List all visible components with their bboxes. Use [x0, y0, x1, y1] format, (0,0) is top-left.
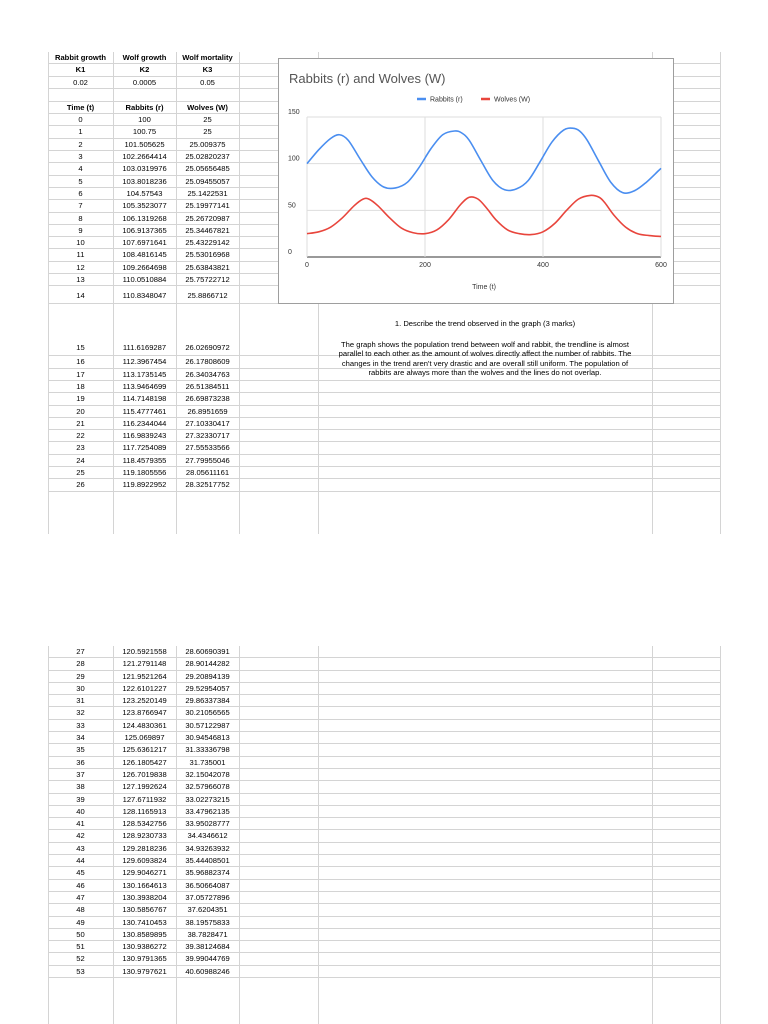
table-row — [48, 757, 720, 769]
chart-plot — [279, 59, 673, 303]
table-row — [48, 720, 720, 732]
table-cell: 38 — [76, 782, 85, 792]
table-cell: 115.4777461 — [122, 406, 167, 416]
table-cell: 40.60988246 — [185, 966, 230, 976]
table-cell: 27.10330417 — [185, 418, 230, 428]
param-cell: 0.05 — [200, 77, 215, 87]
table-cell: 40 — [76, 806, 85, 816]
table-cell: 26.34034763 — [185, 369, 230, 379]
table-cell: 6 — [78, 188, 83, 198]
table-cell: 25.34467821 — [185, 225, 230, 235]
table-cell: 43 — [76, 843, 85, 853]
table-cell: 25.009375 — [189, 139, 226, 149]
data-rows-page-2 — [48, 646, 720, 978]
table-row — [48, 781, 720, 793]
table-cell: 28 — [76, 659, 85, 669]
table-cell: 123.2520149 — [122, 696, 167, 706]
table-cell: 28.05611161 — [185, 468, 230, 478]
table-cell: 26.51384511 — [185, 381, 230, 391]
table-cell: 130.7410453 — [122, 917, 167, 927]
table-row — [48, 671, 720, 683]
table-cell: 110.0510884 — [122, 275, 167, 285]
table-cell: 102.2664414 — [122, 152, 167, 162]
table-cell: 38.7828471 — [187, 929, 228, 939]
table-cell: 8 — [78, 213, 83, 223]
table-cell: 25.43229142 — [185, 238, 230, 248]
table-row — [48, 917, 720, 929]
table-cell: 25.75722712 — [185, 275, 230, 285]
gridline — [113, 646, 114, 1024]
table-cell: 26.8951659 — [187, 406, 228, 416]
table-cell: 103.0319976 — [122, 164, 167, 174]
table-cell: 37.6204351 — [187, 905, 228, 915]
table-cell: 27.32330717 — [185, 431, 230, 441]
table-cell: 117.7254089 — [122, 443, 167, 453]
table-cell: 130.8589895 — [122, 929, 167, 939]
table-cell: 26.17808609 — [185, 357, 230, 367]
table-cell: 130.9791365 — [122, 954, 167, 964]
table-row — [48, 658, 720, 670]
table-cell: 28.90144282 — [185, 659, 230, 669]
x-tick-label: 0 — [305, 262, 309, 269]
table-cell: 106.9137365 — [122, 225, 167, 235]
legend-label: Rabbits (r) — [430, 96, 463, 104]
table-cell: 108.4816145 — [122, 250, 167, 260]
table-cell: 125.6361217 — [122, 745, 167, 755]
param-cell: K2 — [139, 65, 150, 75]
table-cell: 20 — [76, 406, 85, 416]
x-tick-label: 200 — [419, 262, 431, 269]
table-cell: 4 — [78, 164, 83, 174]
table-cell: 121.2791148 — [122, 659, 167, 669]
table-cell: 120.5921558 — [122, 647, 167, 656]
table-cell: 26 — [76, 480, 85, 490]
param-cell: K1 — [75, 65, 86, 75]
table-cell: 33.02273215 — [185, 794, 230, 804]
y-tick-label: 0 — [288, 249, 292, 256]
table-row — [48, 418, 720, 430]
table-cell: 53 — [76, 966, 85, 976]
table-cell: 28.32517752 — [185, 480, 230, 490]
param-cell: 0.02 — [73, 77, 88, 87]
table-cell: 25.26720987 — [185, 213, 230, 223]
answer-line: parallel to each other as the amount of wolves directly affect the number of rabbits. The — [338, 349, 632, 359]
table-cell: 38.19575833 — [185, 917, 230, 927]
table-cell: 125.069897 — [124, 733, 165, 743]
table-cell: 34 — [76, 733, 85, 743]
gridline — [239, 52, 240, 534]
table-cell: 7 — [78, 201, 83, 211]
table-row — [48, 393, 720, 405]
table-cell: 27 — [76, 647, 85, 656]
table-row — [48, 830, 720, 842]
y-tick-label: 50 — [288, 202, 296, 210]
table-cell: 127.1992624 — [122, 782, 167, 792]
table-cell: 100 — [138, 115, 151, 125]
table-cell: 41 — [76, 819, 85, 829]
table-cell: 30.21056565 — [185, 708, 230, 718]
table-cell: 16 — [76, 357, 85, 367]
table-cell: 45 — [76, 868, 85, 878]
table-cell: 9 — [78, 225, 83, 235]
param-cell: Wolf growth — [122, 53, 167, 62]
table-cell: 37 — [76, 769, 85, 779]
table-cell: 29.86337384 — [185, 696, 230, 706]
table-cell: 121.9521264 — [122, 671, 167, 681]
table-cell: 32.15042078 — [185, 769, 230, 779]
table-cell: 35.44408501 — [185, 856, 230, 866]
table-cell: 129.6093824 — [122, 856, 167, 866]
population-chart — [278, 58, 674, 304]
answer-line: The graph shows the population trend between wolf and rabbit, the trendline is almost — [341, 340, 629, 349]
table-cell: 31 — [76, 696, 85, 706]
table-cell: 51 — [76, 942, 85, 952]
answer-line: rabbits are always more than the wolves and the lines do not overlap. — [368, 368, 602, 378]
table-cell: 1 — [78, 127, 83, 137]
table-row — [48, 880, 720, 892]
table-cell: 124.4830361 — [122, 720, 167, 730]
table-cell: 44 — [76, 856, 85, 866]
table-cell: 18 — [76, 381, 85, 391]
table-row — [48, 966, 720, 978]
table-row — [48, 794, 720, 806]
table-row — [48, 695, 720, 707]
table-cell: 52 — [76, 954, 85, 964]
table-cell: 29.20894139 — [185, 671, 230, 681]
table-row — [48, 467, 720, 479]
gridline — [48, 52, 49, 534]
table-row — [48, 479, 720, 491]
table-cell: 39.38124684 — [185, 942, 230, 952]
table-cell: 12 — [76, 262, 85, 272]
legend-label: Wolves (W) — [494, 96, 531, 104]
x-tick-label: 600 — [655, 262, 667, 269]
table-cell: 24 — [76, 455, 85, 465]
table-cell: 130.3938204 — [122, 892, 167, 902]
gridline — [720, 646, 721, 1024]
table-row — [48, 953, 720, 965]
table-cell: 13 — [76, 275, 85, 285]
table-cell: 122.6101227 — [122, 683, 167, 693]
table-cell: 107.6971641 — [122, 238, 167, 248]
table-cell: 25.09455057 — [185, 176, 230, 186]
gridline — [176, 52, 177, 534]
table-cell: 112.3967454 — [122, 357, 167, 367]
table-cell: 129.9046271 — [122, 868, 167, 878]
table-cell: 23 — [76, 443, 85, 453]
table-cell: 27.55533566 — [185, 443, 230, 453]
table-cell: 28.60690391 — [185, 647, 230, 656]
answer-text — [300, 340, 670, 378]
table-cell: 35.96882374 — [185, 868, 230, 878]
gridline — [720, 52, 721, 534]
param-cell: 0.0005 — [132, 77, 157, 87]
table-cell: 128.1165913 — [122, 806, 167, 816]
table-cell: 33 — [76, 720, 85, 730]
table-cell: 25 — [203, 115, 212, 125]
table-cell: 119.8922952 — [122, 480, 167, 490]
table-cell: 119.1805556 — [122, 468, 167, 478]
table-row — [48, 406, 720, 418]
table-row — [48, 806, 720, 818]
table-row — [48, 683, 720, 695]
table-cell: 2 — [78, 139, 83, 149]
table-cell: 30.57122987 — [185, 720, 230, 730]
table-cell: 48 — [76, 905, 85, 915]
table-cell: 10 — [76, 238, 85, 248]
gridline — [652, 646, 653, 1024]
table-row — [48, 442, 720, 454]
table-cell: 110.8348047 — [122, 291, 167, 301]
header-wolves: Wolves (W) — [187, 102, 228, 112]
gridline — [176, 646, 177, 1024]
table-cell: 26.02690972 — [185, 343, 230, 353]
table-cell: 50 — [76, 929, 85, 939]
header-time: Time (t) — [66, 102, 95, 112]
gridline — [113, 52, 114, 534]
table-cell: 33.47962135 — [185, 806, 230, 816]
param-cell: Rabbit growth — [54, 53, 107, 62]
table-row — [48, 707, 720, 719]
table-cell: 116.9839243 — [122, 431, 167, 441]
table-cell: 30.94546813 — [185, 733, 230, 743]
spreadsheet-page-2 — [48, 646, 720, 978]
table-cell: 36.50664087 — [185, 880, 230, 890]
question-text: 1. Describe the trend observed in the graph (3 marks) — [394, 319, 576, 328]
table-cell: 21 — [76, 418, 85, 428]
table-cell: 29 — [76, 671, 85, 681]
table-cell: 25.8866712 — [187, 291, 228, 301]
table-cell: 25.05656485 — [185, 164, 230, 174]
table-cell: 106.1319268 — [122, 213, 167, 223]
table-cell: 101.505625 — [124, 139, 165, 149]
table-cell: 3 — [78, 152, 83, 162]
table-cell: 27.79955046 — [185, 455, 230, 465]
table-cell: 100.75 — [132, 127, 157, 137]
table-cell: 29.52954057 — [185, 683, 230, 693]
table-cell: 33.95028777 — [185, 819, 230, 829]
table-row — [48, 430, 720, 442]
table-cell: 126.1805427 — [122, 757, 167, 767]
table-row — [48, 941, 720, 953]
table-row — [48, 855, 720, 867]
table-cell: 114.7148198 — [122, 394, 167, 404]
gridline — [318, 646, 319, 1024]
param-cell: Wolf mortality — [182, 53, 233, 62]
table-cell: 37.05727896 — [185, 892, 230, 902]
table-cell: 32 — [76, 708, 85, 718]
table-cell: 11 — [76, 250, 85, 260]
table-cell: 30 — [76, 683, 85, 693]
table-cell: 105.3523077 — [122, 201, 167, 211]
y-tick-label: 100 — [288, 155, 300, 163]
table-row — [48, 646, 720, 658]
table-cell: 25 — [76, 468, 85, 478]
table-cell: 126.7019838 — [122, 769, 167, 779]
table-cell: 34.93263932 — [185, 843, 230, 853]
table-cell: 128.9230733 — [122, 831, 167, 841]
table-row — [48, 892, 720, 904]
table-cell: 5 — [78, 176, 83, 186]
table-cell: 130.9386272 — [122, 942, 167, 952]
table-row — [48, 818, 720, 830]
table-cell: 0 — [78, 115, 83, 125]
table-cell: 15 — [76, 343, 85, 353]
table-row — [48, 381, 720, 393]
table-cell: 42 — [76, 831, 85, 841]
table-row — [48, 843, 720, 855]
table-cell: 113.9464699 — [122, 381, 167, 391]
table-cell: 32.57966078 — [185, 782, 230, 792]
gridline — [48, 646, 49, 1024]
table-cell: 116.2344044 — [122, 418, 167, 428]
table-cell: 129.2818236 — [122, 843, 167, 853]
table-cell: 109.2664698 — [122, 262, 167, 272]
table-cell: 26.69873238 — [185, 394, 230, 404]
table-cell: 25.19977141 — [185, 201, 230, 211]
table-cell: 25.63843821 — [185, 262, 230, 272]
chart-title: Rabbits (r) and Wolves (W) — [289, 71, 446, 86]
gridline — [239, 646, 240, 1024]
table-cell: 111.6169287 — [122, 343, 167, 353]
table-cell: 46 — [76, 880, 85, 890]
answer-line: changes in the trend aren't very drastic and are overall still uniform. The population of — [341, 358, 629, 368]
table-cell: 25.53016968 — [185, 250, 230, 260]
table-cell: 25.02820237 — [185, 152, 230, 162]
x-axis-label: Time (t) — [472, 284, 496, 291]
table-cell: 103.8018236 — [122, 176, 167, 186]
table-row — [48, 867, 720, 879]
table-cell: 130.1664613 — [122, 880, 167, 890]
table-cell: 123.8766947 — [122, 708, 167, 718]
table-cell: 17 — [76, 369, 85, 379]
table-cell: 128.5342756 — [122, 819, 167, 829]
table-cell: 19 — [76, 394, 85, 404]
table-cell: 127.6711932 — [122, 794, 167, 804]
param-cell: K3 — [202, 65, 213, 75]
table-cell: 113.1735145 — [122, 369, 167, 379]
wolves-series-line — [307, 195, 661, 236]
rabbits-series-line — [307, 128, 661, 193]
table-cell: 25 — [203, 127, 212, 137]
table-cell: 104.57543 — [126, 188, 163, 198]
y-tick-label: 150 — [288, 109, 300, 116]
table-cell: 47 — [76, 892, 85, 902]
table-row — [48, 455, 720, 467]
table-cell: 34.4346612 — [187, 831, 228, 841]
table-cell: 25.1422531 — [187, 188, 228, 198]
table-row — [48, 904, 720, 916]
table-row — [48, 769, 720, 781]
table-cell: 39.99044769 — [185, 954, 230, 964]
table-cell: 35 — [76, 745, 85, 755]
table-cell: 36 — [76, 757, 85, 767]
table-cell: 22 — [76, 431, 85, 441]
table-cell: 31.33336798 — [185, 745, 230, 755]
table-row — [48, 732, 720, 744]
table-cell: 31.735001 — [189, 757, 226, 767]
x-tick-label: 400 — [537, 262, 549, 269]
table-cell: 49 — [76, 917, 85, 927]
table-cell: 130.9797621 — [122, 966, 167, 976]
table-row — [48, 929, 720, 941]
table-cell: 130.5856767 — [122, 905, 167, 915]
table-cell: 14 — [76, 291, 85, 301]
header-rabbits: Rabbits (r) — [125, 102, 164, 112]
table-cell: 39 — [76, 794, 85, 804]
table-cell: 118.4579355 — [122, 455, 167, 465]
table-row — [48, 744, 720, 756]
